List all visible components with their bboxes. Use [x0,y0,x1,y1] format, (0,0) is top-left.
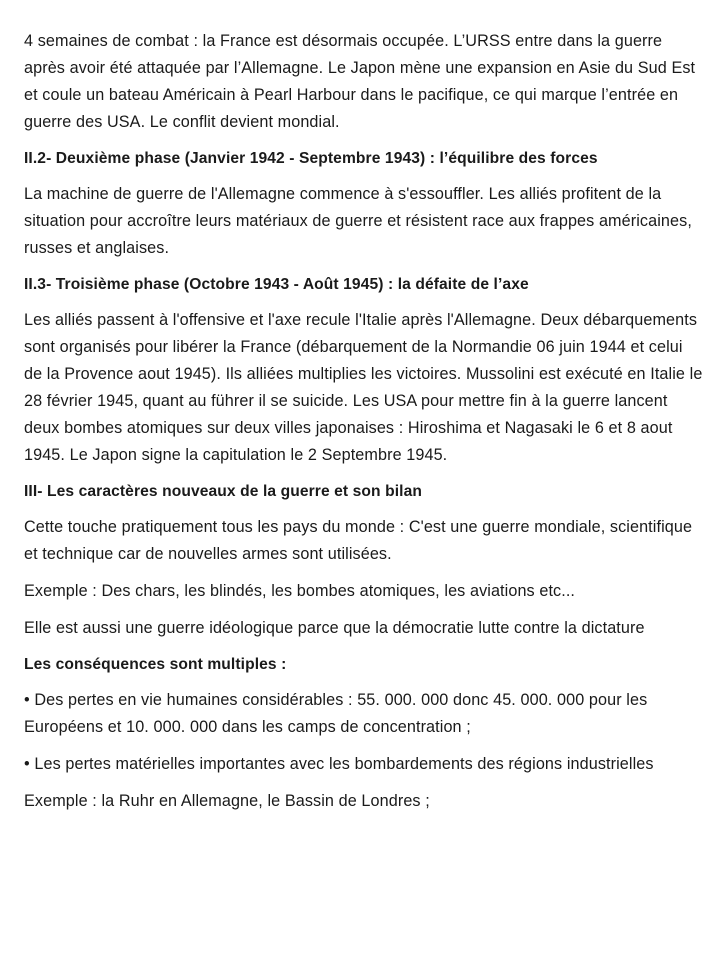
intro-paragraph: 4 semaines de combat : la France est désormais occupée. L’URSS entre dans la guerre après avoir été attaquée par l’Allemagne. Le Japon mène une expansion en Asie du Sud Est et coule un bateau Américain à Pearl Harbour dans le pacifique, ce qui marque l’entrée en guerre des USA. Le conflit devient mondial. [24,32,696,131]
consequences-heading: Les conséquences sont multiples : [24,656,287,673]
section-3-paragraph-2: Elle est aussi une guerre idéologique parce que la démocratie lutte contre la dictature [24,619,645,637]
consequences-example-2: Exemple : la Ruhr en Allemagne, le Bassin de Londres ; [24,792,430,810]
section-2-2-paragraph: La machine de guerre de l'Allemagne commence à s'essouffler. Les alliés profitent de la situation pour accroître leurs matériaux de guerre et résistent race aux frappes américaines, russes et anglaises. [24,185,692,257]
section-3-example-1: Exemple : Des chars, les blindés, les bombes atomiques, les aviations etc... [24,582,576,600]
section-3-paragraph-1: Cette touche pratiquement tous les pays du monde : C'est une guerre mondiale, scientifique et technique car de nouvelles armes sont utilisées. [24,518,693,563]
consequences-bullet-2: • Les pertes matérielles importantes avec les bombardements des régions industrielles [24,755,654,773]
consequences-bullet-1: • Des pertes en vie humaines considérables : 55. 000. 000 donc 45. 000. 000 pour les Européens et 10. 000. 000 dans les camps de concentration ; [24,691,648,736]
section-2-3-heading: II.3- Troisième phase (Octobre 1943 - Août 1945) : la défaite de l’axe [24,276,529,293]
section-3-heading: III- Les caractères nouveaux de la guerre et son bilan [24,483,422,500]
section-2-2-heading: II.2- Deuxième phase (Janvier 1942 - Septembre 1943) : l’équilibre des forces [24,150,598,167]
document-page [24,28,704,815]
section-2-3-paragraph: Les alliés passent à l'offensive et l'axe recule l'Italie après l'Allemagne. Deux débarquements sont organisés pour libérer la France (débarquement de la Normandie 06 juin 1944 et celui de la Provence aout 1945). Ils alliées multiplies les victoires. Mussolini est exécuté en Italie le 28 février 1945, quant au führer il se suicide. Les USA pour mettre fin à la guerre lancent deux bombes atomiques sur deux villes japonaises : Hiroshima et Nagasaki le 6 et 8 aout 1945. Le Japon signe la capitulation le 2 Septembre 1945. [24,311,703,464]
